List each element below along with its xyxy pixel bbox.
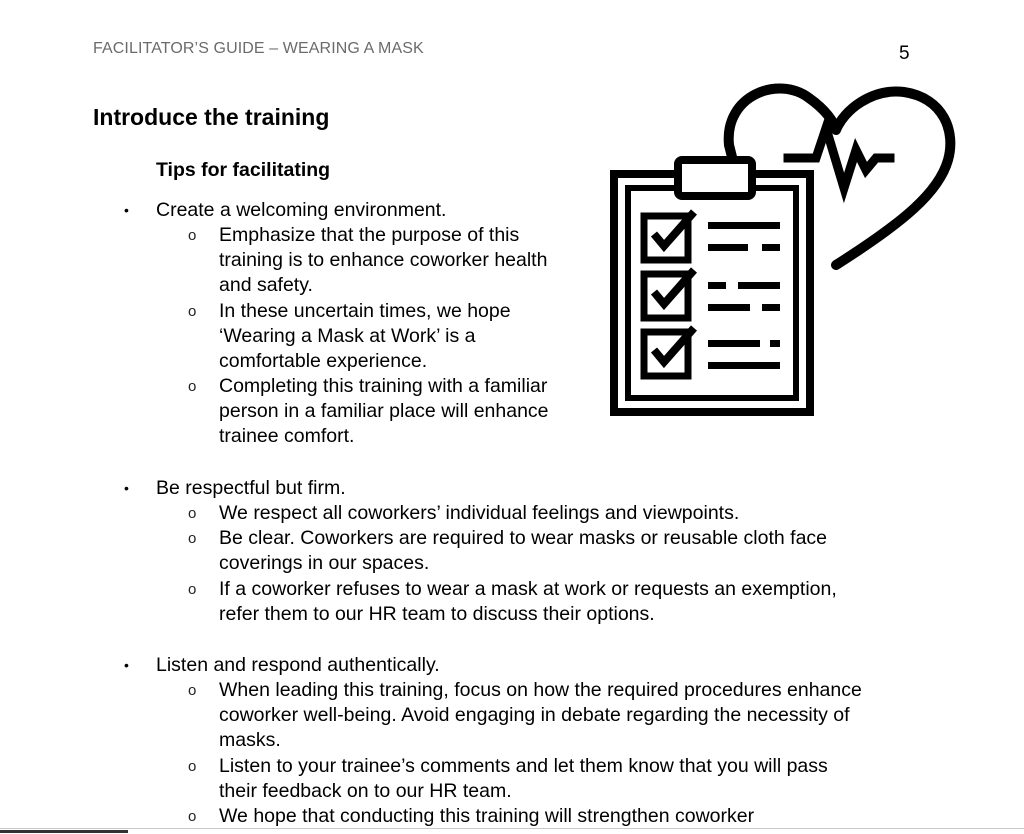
sub-list-item: training is to enhance coworker health — [219, 249, 548, 271]
sub-bullet-symbol: o — [188, 530, 197, 547]
sub-list-item: Listen to your trainee’s comments and let them know that you will pass — [219, 755, 828, 777]
list-item: Listen and respond authentically. — [156, 654, 440, 676]
sub-list-item: masks. — [219, 729, 281, 751]
page-number: 5 — [899, 43, 910, 64]
sub-list-item: If a coworker refuses to wear a mask at work or requests an exemption, — [219, 578, 837, 600]
sub-list-item: person in a familiar place will enhance — [219, 400, 549, 422]
sub-list-item: refer them to our HR team to discuss their options. — [219, 603, 655, 625]
sub-bullet-symbol: o — [188, 808, 197, 825]
list-item: Create a welcoming environment. — [156, 199, 447, 221]
sub-list-item: comfortable experience. — [219, 350, 428, 372]
sub-list-item: ‘Wearing a Mask at Work’ is a — [219, 325, 476, 347]
sub-bullet-symbol: o — [188, 758, 197, 775]
viewport-bottom-edge — [0, 828, 1024, 834]
sub-bullet-symbol: o — [188, 505, 197, 522]
sub-list-item: Emphasize that the purpose of this — [219, 224, 520, 246]
bullet-symbol: • — [124, 202, 129, 218]
sub-bullet-symbol: o — [188, 303, 197, 320]
bullet-symbol: • — [124, 657, 129, 673]
sub-list-item: Be clear. Coworkers are required to wear masks or reusable cloth face — [219, 527, 828, 549]
list-item: Be respectful but firm. — [156, 477, 346, 499]
sub-bullet-symbol: o — [188, 378, 197, 395]
bullet-symbol: • — [124, 480, 129, 496]
clipboard-checklist-with-heartbeat-icon — [604, 70, 960, 420]
sub-list-item: coverings in our spaces. — [219, 552, 430, 574]
sub-list-item: their feedback on to our HR team. — [219, 780, 512, 802]
sub-list-item: We respect all coworkers’ individual feelings and viewpoints. — [219, 502, 740, 524]
running-header: FACILITATOR’S GUIDE – WEARING A MASK — [93, 40, 424, 57]
sub-list-item: Completing this training with a familiar — [219, 375, 548, 397]
sub-list-item: We hope that conducting this training will strengthen coworker — [219, 805, 755, 827]
sub-bullet-symbol: o — [188, 581, 197, 598]
section-heading: Introduce the training — [93, 104, 330, 130]
sub-list-item: trainee comfort. — [219, 425, 355, 447]
section-subheading: Tips for facilitating — [156, 159, 331, 181]
sub-list-item: coworker well-being. Avoid engaging in debate regarding the necessity of — [219, 704, 850, 726]
sub-bullet-symbol: o — [188, 227, 197, 244]
sub-bullet-symbol: o — [188, 682, 197, 699]
sub-list-item: When leading this training, focus on how the required procedures enhance — [219, 679, 862, 701]
sub-list-item: In these uncertain times, we hope — [219, 300, 511, 322]
sub-list-item: and safety. — [219, 274, 313, 296]
